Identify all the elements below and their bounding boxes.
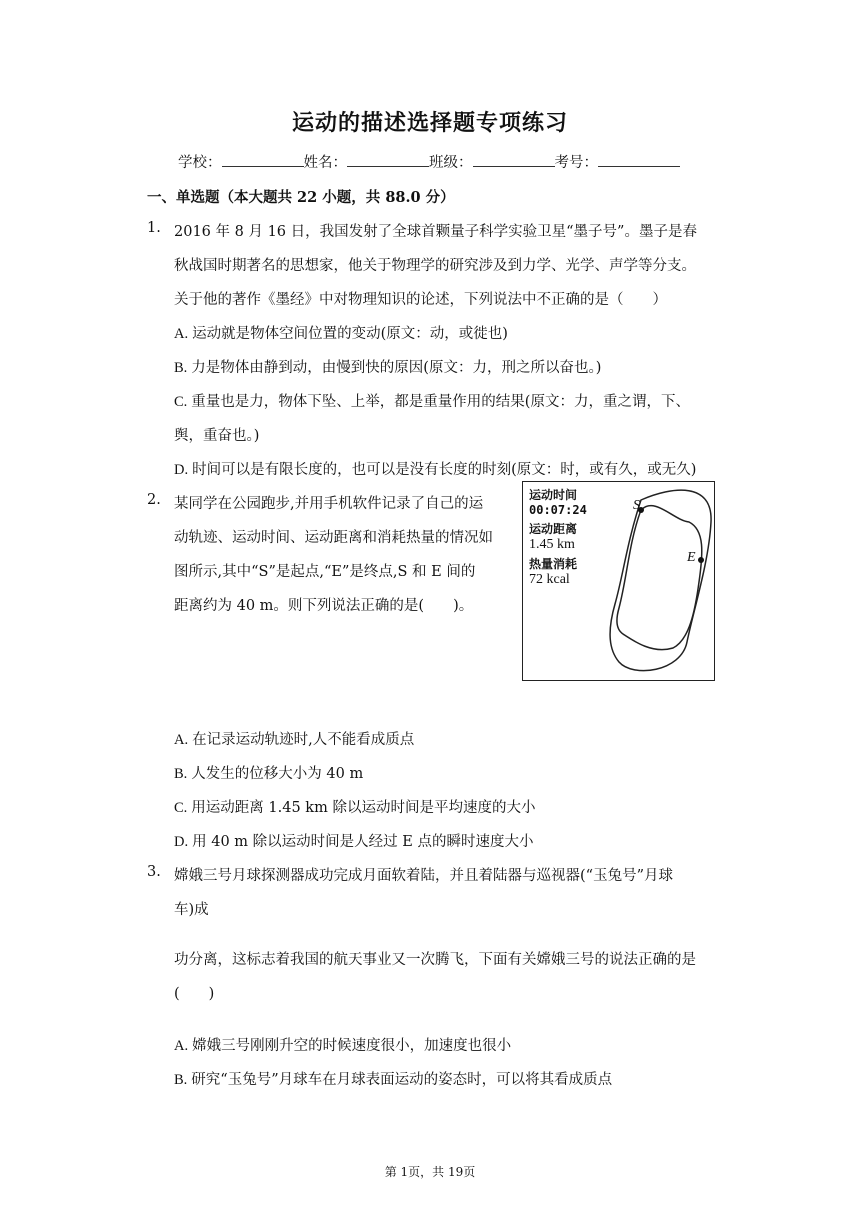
school-blank[interactable] (222, 152, 304, 167)
option-text: 研究“玉兔号”月球车在月球表面运动的姿态时，可以将其看成质点 (191, 1072, 613, 1088)
option-text: 用 40 m 除以运动时间是人经过 E 点的瞬时速度大小 (192, 834, 534, 850)
option-text: 嫦娥三号刚刚升空的时候速度很小，加速度也很小 (192, 1038, 512, 1054)
question-2-stem-line: 图所示,其中“S”是起点,“E”是终点,S 和 E 间的 (174, 564, 476, 580)
page-title: 运动的描述选择题专项练习 (291, 110, 568, 136)
end-label: E (687, 550, 696, 565)
class-blank[interactable] (473, 152, 555, 167)
question-1-number: 1. (147, 220, 161, 236)
question-2-number: 2. (147, 492, 161, 508)
section-heading: 一、单选题（本大题共 22 小题，共 88.0 分） (147, 189, 455, 206)
question-3-stem-line: ( ) (174, 986, 215, 1002)
school-label: 学校： (178, 155, 222, 171)
option-letter: C. (174, 394, 188, 410)
question-2-stem-line: 动轨迹、运动时间、运动距离和消耗热量的情况如 (174, 530, 493, 546)
question-1-option-c-continued: 舆，重奋也。) (174, 428, 260, 444)
inner-track-path (617, 506, 702, 650)
question-2-option-a[interactable] (174, 728, 414, 749)
figure-distance-value: 1.45 km (529, 537, 575, 552)
start-label: S (633, 498, 640, 513)
option-letter: A. (174, 1038, 189, 1054)
question-1-option-c[interactable] (174, 390, 690, 411)
question-3-stem-line: 嫦娥三号月球探测器成功完成月面软着陆，并且着陆器与巡视器(“玉兔号”月球 (174, 868, 673, 884)
question-2-option-c[interactable] (174, 796, 535, 817)
exam-no-label: 考号： (554, 155, 598, 171)
option-text: 运动就是物体空间位置的变动(原文：动，或徙也) (192, 326, 508, 342)
figure-label-time-title: 运动时间 (529, 488, 578, 502)
option-letter: B. (174, 1072, 188, 1088)
option-letter: B. (174, 766, 188, 782)
question-2-option-b[interactable] (174, 762, 363, 783)
option-letter: B. (174, 360, 188, 376)
exam-no-blank[interactable] (598, 152, 680, 167)
option-letter: A. (174, 732, 189, 748)
question-1-stem-line: 关于他的著作《墨经》中对物理知识的论述，下列说法中不正确的是（ ） (174, 292, 667, 308)
option-text: 力是物体由静到动，由慢到快的原因(原文：力，刑之所以奋也。) (191, 360, 602, 376)
question-1-option-d[interactable] (174, 458, 696, 479)
question-1-stem-line: 秋战国时期著名的思想家，他关于物理学的研究涉及到力学、光学、声学等分支。 (174, 258, 696, 274)
student-info-line (178, 151, 680, 172)
question-1-stem-line: 2016 年 8 月 16 日，我国发射了全球首颗量子科学实验卫星“墨子号”。墨子是春 (174, 224, 697, 240)
class-label: 班级： (429, 155, 473, 171)
option-letter: D. (174, 462, 189, 478)
option-text: 重量也是力，物体下坠、上举，都是重量作用的结果(原文：力，重之谓，下、 (191, 394, 690, 410)
figure-label-distance-title: 运动距离 (529, 522, 578, 536)
question-2-option-d[interactable] (174, 830, 533, 851)
question-3-option-b[interactable] (174, 1068, 612, 1089)
option-text: 在记录运动轨迹时,人不能看成质点 (192, 732, 415, 748)
option-text: 时间可以是有限长度的，也可以是没有长度的时刻(原文：时，或有久，或无久) (192, 462, 697, 478)
question-3-number: 3. (147, 864, 161, 880)
question-2-stem-line: 距离约为 40 m。则下列说法正确的是( )。 (174, 598, 474, 614)
question-3-stem-line: 功分离，这标志着我国的航天事业又一次腾飞，下面有关嫦娥三号的说法正确的是 (174, 952, 696, 968)
option-letter: A. (174, 326, 189, 342)
question-3-stem-line: 车)成 (174, 902, 209, 918)
end-point (698, 557, 704, 563)
option-text: 人发生的位移大小为 40 m (191, 766, 364, 782)
question-2-stem-line: 某同学在公园跑步,并用手机软件记录了自己的运 (174, 496, 484, 512)
option-letter: C. (174, 800, 188, 816)
question-1-option-a[interactable] (174, 322, 508, 343)
figure-calories-value: 72 kcal (529, 572, 570, 587)
page-footer: 第 1页，共 19页 (384, 1165, 476, 1179)
question-1-option-b[interactable] (174, 356, 601, 377)
name-blank[interactable] (347, 152, 429, 167)
question-3-option-a[interactable] (174, 1034, 511, 1055)
figure-label-calories-title: 热量消耗 (529, 557, 578, 571)
name-label: 姓名： (303, 155, 347, 171)
running-track-figure (522, 481, 715, 681)
figure-time-value: 00:07:24 (529, 503, 587, 517)
option-text: 用运动距离 1.45 km 除以运动时间是平均速度的大小 (191, 800, 536, 816)
option-letter: D. (174, 834, 189, 850)
